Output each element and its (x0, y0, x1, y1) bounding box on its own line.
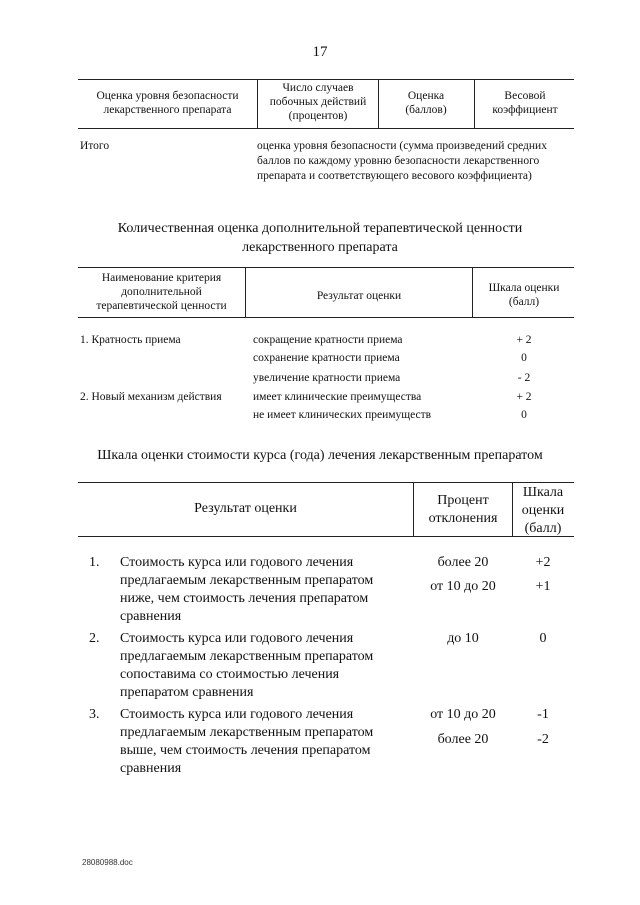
score-value: +1 (535, 579, 551, 594)
column-divider (378, 79, 379, 128)
column-divider (413, 482, 414, 536)
footer-filename: 28080988.doc (82, 858, 133, 867)
score-value: +2 (535, 555, 551, 570)
header-weight: Весовой коэффициент (492, 90, 558, 116)
header-safety-level: Оценка уровня безопасности лекарственного препарата (96, 90, 239, 116)
score-value: -1 (537, 707, 549, 722)
result-text: увеличение кратности приема (253, 372, 401, 384)
column-divider (472, 267, 473, 317)
score-value: + 2 (516, 391, 532, 403)
header-result: Результат оценки (316, 290, 402, 302)
row-number: 1. (89, 555, 100, 570)
row-number: 2. (89, 631, 100, 646)
deviation-value: от 10 до 20 (430, 579, 496, 594)
criterion-label: 1. Кратность приема (80, 334, 181, 346)
column-divider (512, 482, 513, 536)
result-text: не имеет клинических преимуществ (253, 409, 432, 421)
table-bottom-rule (78, 317, 574, 318)
score-value: 0 (521, 352, 527, 364)
table-bottom-rule (78, 128, 574, 129)
table-top-rule (78, 267, 574, 268)
score-value: + 2 (516, 334, 532, 346)
section-title: Количественная оценка дополнительной терапевтической ценности лекарственного препарата (117, 221, 523, 255)
score-value: 0 (521, 409, 527, 421)
result-text: имеет клинические преимущества (253, 391, 422, 403)
deviation-value: более 20 (437, 555, 489, 570)
criterion-label: 2. Новый механизм действия (80, 391, 222, 403)
deviation-value: от 10 до 20 (430, 707, 496, 722)
table-top-rule (78, 79, 574, 80)
header-scale: Шкала оценки (балл) (521, 485, 565, 536)
total-description: оценка уровня безопасности (сумма произведений средних баллов по каждому уровню безопасности лекарственного препарата и соответствующего весового коэффициента) (257, 140, 547, 182)
score-value: -2 (537, 732, 549, 747)
result-text: сокращение кратности приема (253, 334, 403, 346)
row-number: 3. (89, 707, 100, 722)
header-deviation: Процент отклонения (428, 493, 498, 526)
total-label: Итого (80, 140, 110, 152)
score-value: - 2 (517, 372, 531, 384)
table-top-rule (78, 482, 574, 483)
header-score: Оценка (баллов) (405, 90, 447, 116)
header-result: Результат оценки (194, 501, 297, 516)
section-title: Шкала оценки стоимости курса (года) лечения лекарственным препаратом (97, 448, 543, 463)
row-text: Стоимость курса или годового лечения предлагаемым лекарственным препаратом сопоставима со стоимостью лечения препаратом сравнения (120, 631, 374, 700)
deviation-value: более 20 (437, 732, 489, 747)
header-criterion: Наименование критерия дополнительной терапевтической ценности (96, 272, 227, 312)
header-scale: Шкала оценки (балл) (488, 282, 560, 308)
table-bottom-rule (78, 536, 574, 537)
page-number: 17 (312, 44, 328, 60)
deviation-value: до 10 (447, 631, 479, 646)
header-side-effects: Число случаев побочных действий (процентов) (269, 82, 367, 122)
result-text: сохранение кратности приема (253, 352, 400, 364)
column-divider (245, 267, 246, 317)
column-divider (257, 79, 258, 128)
score-value: 0 (539, 631, 547, 646)
column-divider (474, 79, 475, 128)
row-text: Стоимость курса или годового лечения предлагаемым лекарственным препаратом ниже, чем стоимость лечения препаратом сравнения (120, 555, 374, 624)
row-text: Стоимость курса или годового лечения предлагаемым лекарственным препаратом выше, чем стоимость лечения препаратом сравнения (120, 707, 374, 776)
